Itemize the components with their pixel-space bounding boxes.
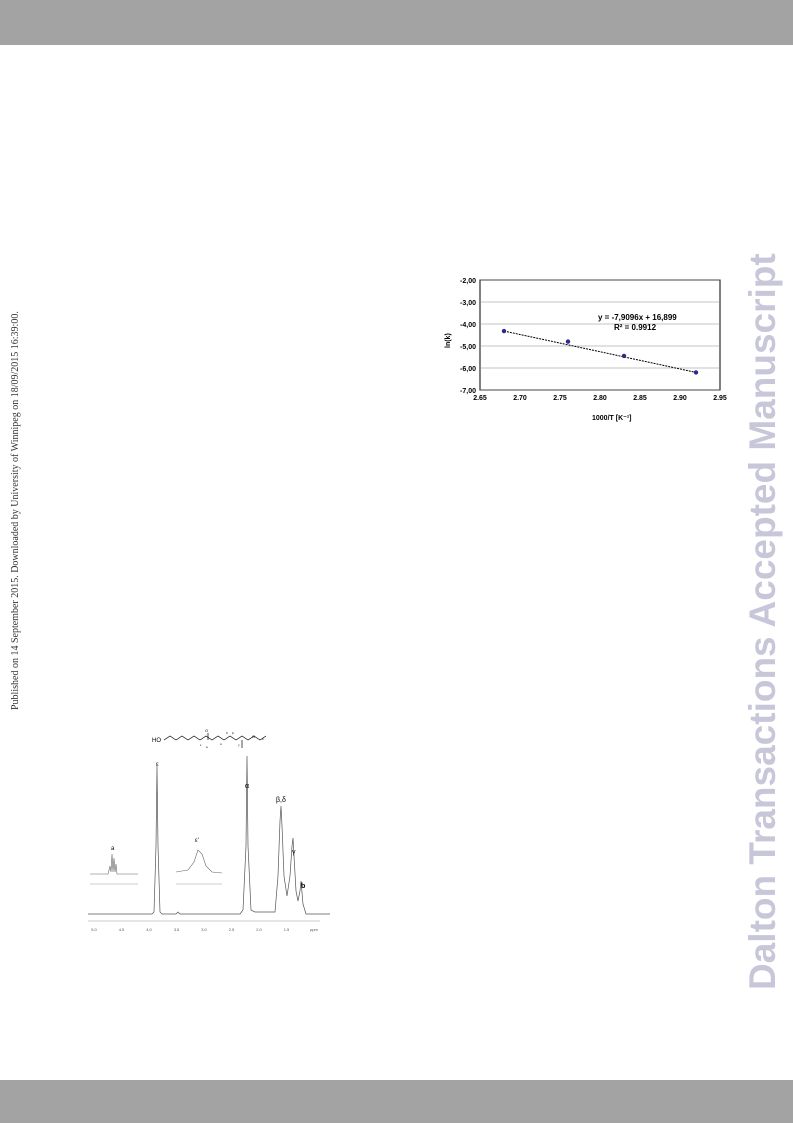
spectrum-tick-label: 3.0: [201, 927, 207, 932]
structure-label-b: b: [262, 737, 264, 741]
peak-label-beta-delta: β,δ: [276, 797, 286, 804]
spectrum-tick-label: ppm: [310, 927, 318, 932]
x-tick-label: 2.70: [513, 395, 527, 402]
spectrum-tick-label: 2.5: [228, 927, 235, 932]
structure-label-ho: HO: [152, 738, 161, 744]
inset-label-a: a: [111, 846, 115, 852]
x-tick-label: 2.80: [593, 395, 607, 402]
spectrum-tick-label: 2.0: [256, 927, 262, 932]
header-band: [0, 0, 793, 45]
arrhenius-chart: [420, 270, 730, 430]
nmr-spectrum: [80, 726, 330, 941]
x-tick-label: 2.95: [713, 395, 727, 402]
x-tick-label: 2.85: [633, 395, 647, 402]
spectrum-tick-label: 4.5: [118, 927, 125, 932]
structure-label-a: a: [206, 745, 208, 749]
y-tick-label: -5,00: [460, 344, 476, 351]
data-point: [566, 339, 570, 343]
structure-label-o2: O: [252, 734, 256, 739]
structure-label-o1: O: [205, 728, 209, 733]
x-axis-label: 1000/T [K⁻¹]: [592, 415, 632, 422]
spectrum-tick-label: 5.0: [91, 927, 97, 932]
inset-eps-trace: [176, 850, 222, 873]
x-tick-labels: [473, 395, 727, 402]
r2-annotation: R² = 0.9912: [614, 323, 657, 332]
spectrum-tick-label: 3.5: [173, 927, 180, 932]
y-axis-label: ln(k): [445, 333, 452, 348]
plot-area: [480, 280, 720, 390]
y-tick-label: -2,00: [460, 278, 476, 285]
journal-watermark: Dalton Transactions Accepted Manuscript: [742, 253, 783, 990]
structure-label-eps: ε: [200, 743, 202, 747]
data-point: [502, 329, 506, 333]
y-tick-label: -6,00: [460, 366, 476, 373]
y-tick-label: -7,00: [460, 388, 476, 395]
structure-label-gamma: γ: [238, 743, 240, 747]
x-tick-label: 2.75: [553, 395, 567, 402]
y-tick-label: -4,00: [460, 322, 476, 329]
peak-label-b: b: [301, 883, 306, 890]
peak-label-gamma: γ: [292, 849, 296, 856]
structure-label-alpha: α: [220, 742, 222, 746]
structure-label-delta: δ: [226, 731, 228, 735]
x-tick-label: 2.65: [473, 395, 487, 402]
inset-a-trace: [90, 854, 138, 874]
x-tick-label: 2.90: [673, 395, 687, 402]
spectrum-tick-label: 1.5: [283, 927, 290, 932]
data-point: [622, 354, 626, 358]
structure-label-beta: β: [232, 731, 234, 735]
peak-label-eps: ε: [156, 762, 159, 768]
published-note: Published on 14 September 2015. Downloaded by University of Winnipeg on 18/09/2015 16:39:00.: [10, 311, 21, 710]
y-tick-labels: [460, 278, 476, 395]
y-tick-label: -3,00: [460, 300, 476, 307]
chemical-structure: [164, 733, 266, 748]
data-point: [694, 370, 698, 374]
spectrum-tick-label: 4.0: [146, 927, 152, 932]
peak-label-alpha: α: [245, 783, 250, 790]
equation-annotation: y = -7,9096x + 16,899: [598, 313, 677, 322]
spectrum-trace: [88, 756, 330, 914]
inset-label-eps-prime: ε': [195, 838, 199, 844]
footer-band: [0, 1080, 793, 1123]
spectrum-tick-labels: [91, 927, 318, 932]
